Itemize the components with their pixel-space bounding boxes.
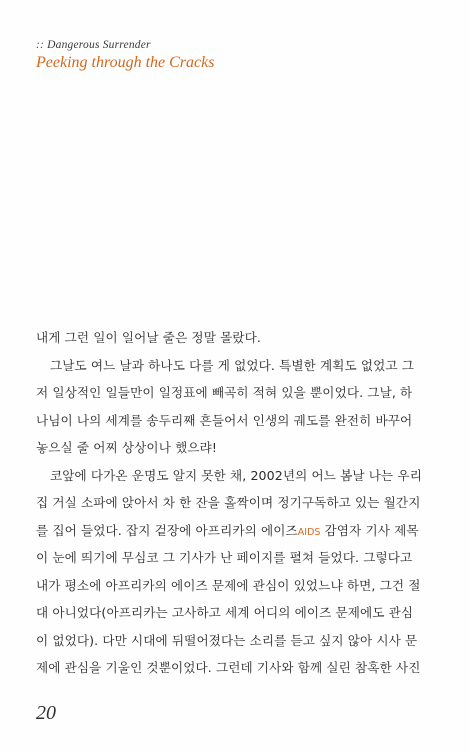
page-number: 20	[36, 702, 56, 724]
text-line-part: 를 집어 들었다. 잡지 겉장에 아프리카의 에이즈	[36, 522, 298, 538]
series-title: :: Dangerous Surrender	[36, 39, 151, 51]
text-line: 이 없었다). 다만 시대에 뒤떨어졌다는 소리를 듣고 싶지 않아 시사 문	[36, 632, 418, 648]
aids-label: AIDS	[297, 526, 321, 538]
text-line: 그날도 여느 날과 하나도 다를 게 없었다. 특별한 계획도 없었고 그	[50, 357, 415, 373]
text-line: 대 아니었다(아프리카는 고사하고 세계 어디의 에이즈 문제에도 관심	[36, 605, 414, 620]
chapter-title: Peeking through the Cracks	[36, 54, 215, 71]
text-line: 코앞에 다가온 운명도 알지 못한 채, 2002년의 어느 봄날 나는 우리	[50, 467, 422, 483]
text-line: 놓으실 줄 어찌 상상이나 했으랴!	[36, 440, 218, 455]
text-line: 저 일상적인 일들만이 일정표에 빼곡히 적혀 있을 뿐이었다. 그날, 하	[36, 385, 413, 400]
text-line: 내가 평소에 아프리카의 에이즈 문제에 관심이 있었느냐 하면, 그건 절	[36, 577, 421, 593]
text-line: 내게 그런 일이 일어날 줄은 정말 몰랐다.	[36, 330, 261, 345]
text-line: 집 거실 소파에 앉아서 차 한 잔을 홀짝이며 정기구독하고 있는 월간지	[36, 495, 421, 510]
text-line: 나님이 나의 세계를 송두리째 흔들어서 인생의 궤도를 완전히 바꾸어	[36, 412, 413, 428]
text-line-part: 감염자 기사 제목	[320, 522, 419, 538]
running-header	[36, 38, 214, 73]
text-line	[36, 517, 431, 545]
text-line: 제에 관심을 기울인 것뿐이었다. 그런데 기사와 함께 실린 참혹한 사진	[36, 660, 421, 675]
text-line: 이 눈에 띄기에 무심코 그 기사가 난 페이지를 펼쳐 들었다. 그렇다고	[36, 550, 413, 565]
body-text	[36, 324, 431, 682]
